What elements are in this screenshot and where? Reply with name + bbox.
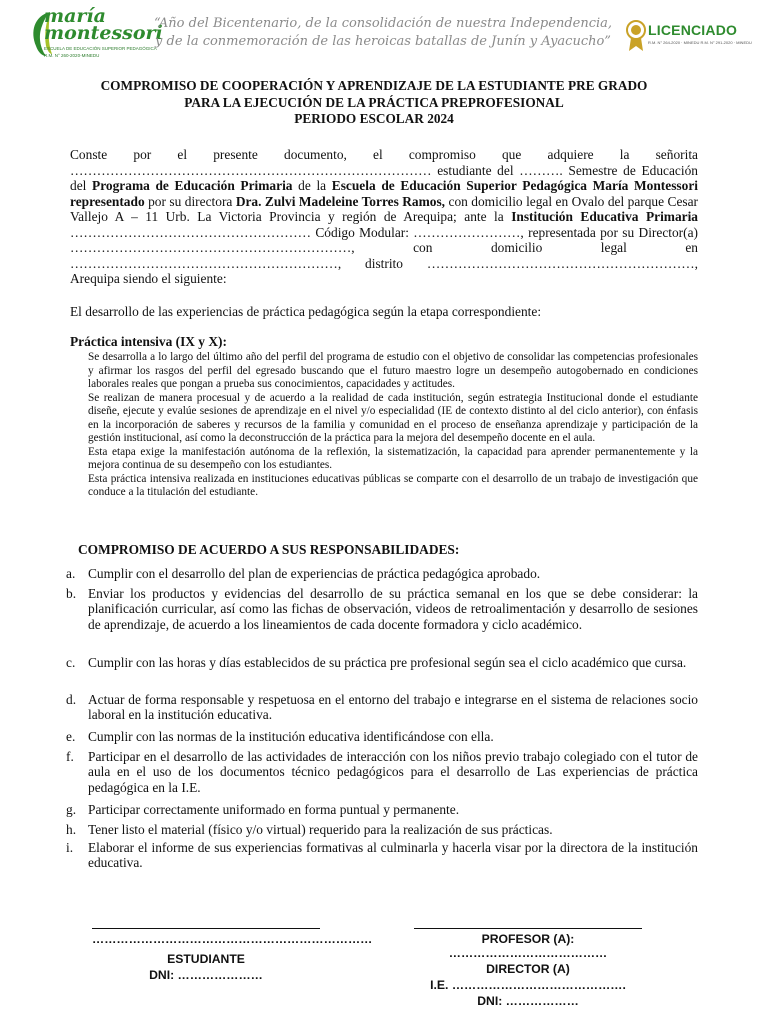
list-text: Enviar los productos y evidencias del desarrollo de su práctica semanal en los que se debe considerar: la planificación curricular, así como las fichas de observación, videos de retroalimentación y desarrollo de sesiones de aprendizaje, de acuerdo a los lineamientos de cada docente formadora y ciclo académico. — [88, 586, 698, 632]
intro-paragraph — [70, 147, 698, 287]
director-name: Dra. Zulvi Madeleine Torres Ramos, — [235, 193, 446, 209]
medal-icon — [626, 18, 646, 52]
director-signature-line — [414, 928, 642, 929]
intro-text-2: de la — [292, 178, 332, 193]
logo-subtitle: ESCUELA DE EDUCACIÓN SUPERIOR PEDAGÓGICA — [44, 46, 157, 51]
page-header — [0, 0, 768, 70]
licenciado-badge — [626, 16, 752, 56]
year-motto: “Año del Bicentenario, de la consolidación de nuestra Independencia, y de la conmemoración de las heroicas batallas de Junín y Ayacucho” — [153, 16, 613, 49]
list-text: Elaborar el informe de sus experiencias formativas al culminarla y hacerla visar por la directora de la institución educativa. — [88, 840, 698, 871]
list-text: Participar en el desarrollo de las actividades de interacción con los niños previo trabajo colegiado con el tutor de aula en el uso de los documentos técnico pedagógicos para el desarrollo de Las experiencias de práctica pedagógica en la I.E. — [88, 749, 698, 795]
student-name-dots: …………………………………………………………… — [92, 932, 373, 946]
title-line-2: PARA LA EJECUCIÓN DE LA PRÁCTICA PREPROFESIONAL — [184, 94, 564, 110]
director-role: DIRECTOR (A) — [486, 962, 570, 976]
student-role: ESTUDIANTE — [167, 952, 245, 966]
represented-label: representado — [70, 193, 145, 209]
practice-paragraph-2: Se realizan de manera procesual y de acuerdo a la realidad de cada institución, según estrategia Institucional donde el estudiante diseñe, ejecute y evalúe sesiones de aprendizaje en el nivel y/o especialidad (IE de contexto distinto al del ciclo anterior), con énfasis en la incorporación de saberes y recursos de la familia y comunidad en el proceso de enseñanza aprendizaje y participación de la gestión institucional, así como la deconstrucción de la práctica para la mejora del desempeño docente en el aula. — [88, 391, 698, 444]
practice-heading: Práctica intensiva (IX y X): — [70, 334, 227, 349]
logo-line-1: maría — [44, 5, 106, 27]
logo-text — [44, 5, 163, 44]
practice-paragraph-3: Esta etapa exige la manifestación autónoma de la reflexión, la sistematización, la capacidad para aprender permanentemente y la mejora continua de su desempeño con los estudiantes. — [88, 445, 698, 471]
commitment-heading: COMPROMISO DE ACUERDO A SUS RESPONSABILIDADES: — [78, 542, 460, 557]
intro-text-1: Conste por el presente documento, el compromiso que adquiere la señorita ……………………………………………………………………… estudiante del ………. Semestre de Educación del — [70, 147, 698, 193]
intro-text-5: ……………………………………………… Código Modular: ……………………, representada por su Director(a) ………………………………………………………, con domicilio legal en ……………………………………………………, distrito ……………………………………………………, Arequipa siendo el siguiente: — [70, 224, 698, 286]
practice-paragraph-1: Se desarrolla a lo largo del último año del perfil del programa de estudio con el objetivo de consolidar las competencias profesionales y afirmar los rasgos del perfil del egresado buscando que el futuro maestro logre un desempeño autogobernado en condiciones laborales reales que pongan a prueba sus conocimientos, capacidades y actitudes. — [88, 351, 698, 390]
licenciado-label: LICENCIADO — [648, 22, 738, 38]
intro-text-3: por su directora — [144, 193, 236, 209]
director-dni: DNI: ……………… — [477, 994, 579, 1008]
development-line: El desarrollo de las experiencias de práctica pedagógica según la etapa correspondiente: — [70, 304, 542, 319]
document-title — [60, 78, 688, 128]
logo-line-2: montessori — [44, 22, 163, 44]
institution-ie: I.E. ……………………………………. — [430, 978, 626, 992]
list-marker: d. — [66, 692, 77, 707]
program-name: Programa de Educación Primaria — [92, 178, 293, 193]
practice-paragraph-4: Esta práctica intensiva realizada en instituciones educativas públicas se comparte con el desarrollo de un trabajo de investigación que conduce a la titulación del estudiante. — [88, 472, 698, 498]
list-marker: e. — [66, 729, 76, 744]
list-text: Tener listo el material (físico y/o virtual) requerido para la realización de sus prácticas. — [88, 822, 553, 837]
teacher-name: PROFESOR (A): ………………………………… — [448, 932, 608, 960]
list-marker: f. — [66, 749, 74, 764]
list-text: Cumplir con las normas de la institución educativa identificándose con ella. — [88, 729, 494, 744]
list-marker: h. — [66, 822, 77, 837]
student-dni: DNI: ………………… — [149, 968, 263, 982]
list-marker: g. — [66, 802, 77, 817]
list-text: Participar correctamente uniformado en forma puntual y permanente. — [88, 802, 460, 817]
list-marker: i. — [66, 840, 74, 855]
list-text: Cumplir con las horas y días establecidos de su práctica pre profesional según sea el ciclo académico que cursa. — [88, 655, 687, 670]
director-signature-block — [404, 932, 652, 1008]
institution-label: Institución Educativa Primaria — [511, 209, 698, 224]
school-name: Escuela de Educación Superior Pedagógica María Montessori — [331, 178, 698, 193]
licenciado-resolution: R.M. N° 264-2020 · MINEDU R.M. N° 291-2020 · MINEDU — [648, 40, 752, 45]
list-text: Actuar de forma responsable y respetuosa en el entorno del trabajo e integrarse en el sistema de relaciones socio laboral en la institución educativa. — [88, 692, 698, 723]
title-line-3: PERIODO ESCOLAR 2024 — [294, 111, 454, 126]
list-text: Cumplir con el desarrollo del plan de experiencias de práctica pedagógica aprobado. — [88, 566, 541, 581]
intro-text-4: con domicilio legal en Ovalo del parque Cesar Vallejo A – 11 Urb. La Victoria Provincia y región de Arequipa; ante la — [70, 193, 699, 224]
list-marker: a. — [66, 566, 76, 581]
logo-resolution: R.M. N° 260-2020-MINEDU — [44, 53, 100, 58]
maria-montessori-logo — [28, 5, 163, 66]
practice-description — [88, 351, 698, 500]
list-marker: b. — [66, 586, 77, 601]
title-line-1: COMPROMISO DE COOPERACIÓN Y APRENDIZAJE DE LA ESTUDIANTE PRE GRADO — [100, 78, 648, 93]
student-signature-block — [92, 932, 373, 982]
student-signature-line — [92, 928, 320, 929]
list-marker: c. — [66, 655, 76, 670]
